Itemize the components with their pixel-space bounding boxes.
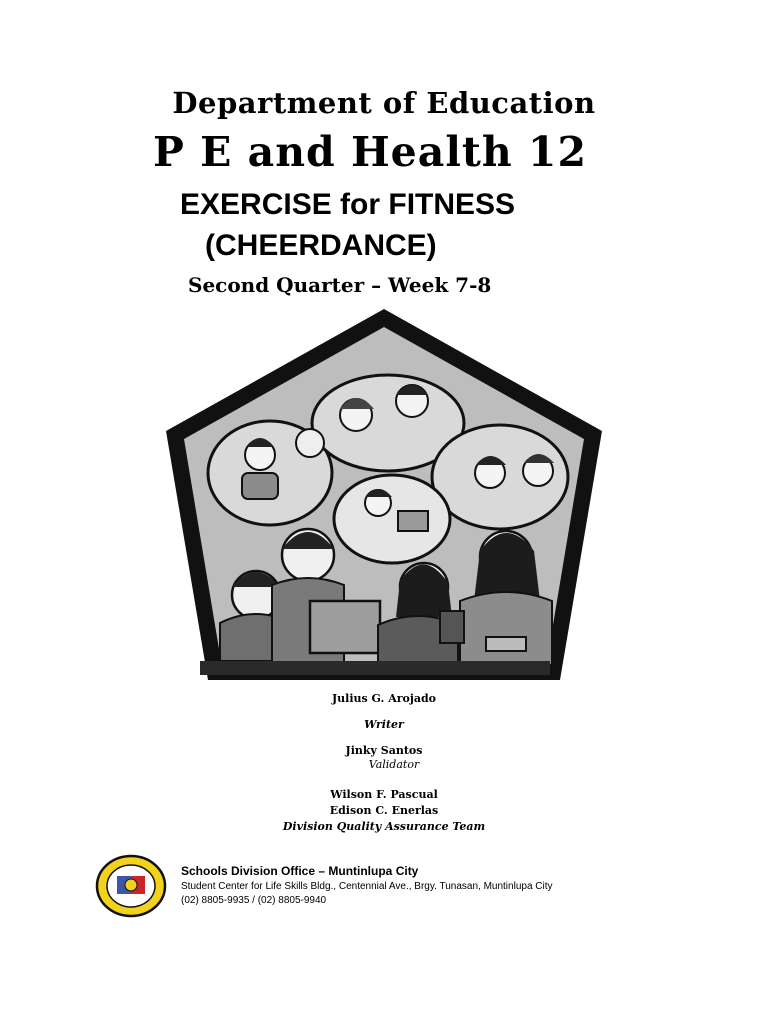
writer-name: Julius G. Arojado xyxy=(331,692,437,705)
division-seal-icon xyxy=(95,854,167,918)
office-phone: (02) 8805-9935 / (02) 8805-9940 xyxy=(181,895,327,906)
qa-member-1: Wilson F. Pascual xyxy=(330,788,438,801)
validator-name: Jinky Santos xyxy=(345,744,423,757)
office-address: Student Center for Life Skills Bldg., Centennial Ave., Brgy. Tunasan, Muntinlupa City xyxy=(181,881,553,892)
qa-member-2: Edison C. Enerlas xyxy=(329,804,439,817)
topic-line-1: EXERCISE for FITNESS xyxy=(180,188,516,221)
subject-title: P E and Health 12 xyxy=(153,128,587,176)
cover-illustration xyxy=(160,305,608,685)
qa-role: Division Quality Assurance Team xyxy=(282,820,486,833)
topic-line-2: (CHEERDANCE) xyxy=(205,229,437,262)
department-title: Department of Education xyxy=(172,86,596,120)
bubble-reading xyxy=(334,475,450,563)
quarter-label: Second Quarter – Week 7-8 xyxy=(188,273,492,297)
office-name: Schools Division Office – Muntinlupa City xyxy=(181,864,419,878)
validator-role: Validator xyxy=(368,758,420,771)
writer-role: Writer xyxy=(364,718,404,731)
